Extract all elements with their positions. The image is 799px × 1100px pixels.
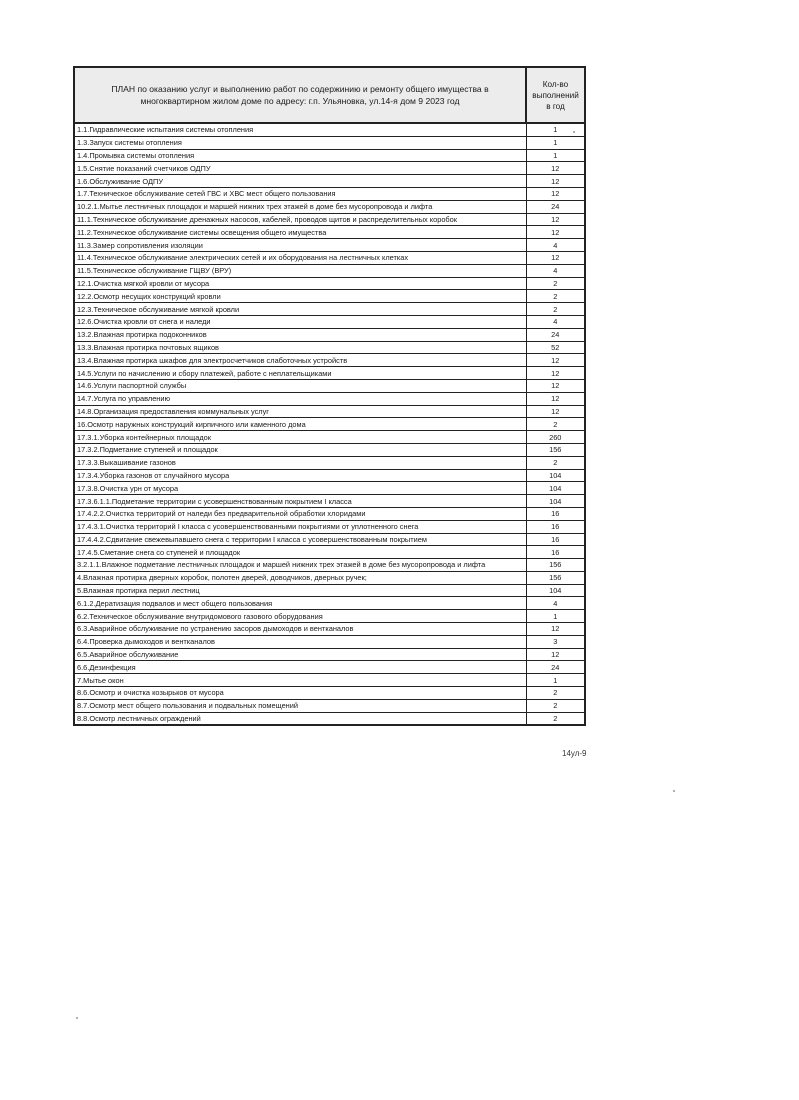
service-name-cell: 17.4.5.Сметание снега со ступеней и площадок (74, 546, 526, 559)
quantity-cell: 1 (526, 610, 585, 623)
table-row (74, 495, 585, 508)
table-row (74, 149, 585, 162)
service-name-cell: 6.2.Техническое обслуживание внутридомового газового оборудования (74, 610, 526, 623)
table-row (74, 303, 585, 316)
table-row (74, 379, 585, 392)
table-row (74, 226, 585, 239)
table-row (74, 251, 585, 264)
service-plan-table (73, 66, 586, 726)
service-name-cell: 13.2.Влажная протирка подоконников (74, 328, 526, 341)
table-row (74, 610, 585, 623)
quantity-cell: 156 (526, 443, 585, 456)
service-name-cell: 17.3.1.Уборка контейнерных площадок (74, 431, 526, 444)
scan-speck (573, 131, 575, 133)
plan-title: ПЛАН по оказанию услуг и выполнению работ по содержинию и ремонту общего имущества в многоквартирном жилом доме по адресу: г.п. Ульяновка, ул.14-я дом 9 2023 год (74, 67, 526, 123)
table-row (74, 187, 585, 200)
service-name-cell: 17.3.4.Уборка газонов от случайного мусора (74, 469, 526, 482)
service-name-cell: 6.4.Проверка дымоходов и вентканалов (74, 635, 526, 648)
table-row (74, 277, 585, 290)
table-row (74, 559, 585, 572)
quantity-cell: 12 (526, 162, 585, 175)
service-name-cell: 14.8.Организация предоставления коммунальных услуг (74, 405, 526, 418)
service-name-cell: 14.5.Услуги по начислению и сбору платежей, работе с неплательщиками (74, 367, 526, 380)
table-row (74, 687, 585, 700)
quantity-cell: 12 (526, 251, 585, 264)
table-row (74, 431, 585, 444)
service-name-cell: 10.2.1.Мытье лестничных площадок и маршей нижних трех этажей в доме без мусоропровода и лифта (74, 200, 526, 213)
quantity-cell: 4 (526, 239, 585, 252)
document-code: 14ул-9 (562, 749, 587, 758)
service-name-cell: 1.7.Техническое обслуживание сетей ГВС и ХВС мест общего пользования (74, 187, 526, 200)
table-row (74, 341, 585, 354)
table-row (74, 699, 585, 712)
service-name-cell: 17.4.4.2.Сдвигание свежевыпавшего снега с территории I класса с усовершенствованным покрытием (74, 533, 526, 546)
scan-speck (673, 790, 675, 792)
quantity-cell: 2 (526, 699, 585, 712)
service-name-cell: 7.Мытье окон (74, 674, 526, 687)
table-row (74, 661, 585, 674)
service-name-cell: 1.4.Промывка системы отопления (74, 149, 526, 162)
table-row (74, 507, 585, 520)
quantity-cell: 2 (526, 290, 585, 303)
quantity-cell: 16 (526, 533, 585, 546)
table-row (74, 546, 585, 559)
service-name-cell: 1.1.Гидравлические испытания системы отопления (74, 123, 526, 136)
service-name-cell: 12.2.Осмотр несущих конструкций кровли (74, 290, 526, 303)
service-name-cell: 12.6.Очистка кровли от снега и наледи (74, 315, 526, 328)
service-name-cell: 8.6.Осмотр и очистка козырьков от мусора (74, 687, 526, 700)
service-name-cell: 12.1.Очистка мягкой кровли от мусора (74, 277, 526, 290)
table-row (74, 290, 585, 303)
quantity-cell: 16 (526, 507, 585, 520)
table-row (74, 635, 585, 648)
quantity-cell: 12 (526, 226, 585, 239)
service-name-cell: 17.3.2.Подметание ступеней и площадок (74, 443, 526, 456)
service-name-cell: 11.5.Техническое обслуживание ГЩВУ (ВРУ) (74, 264, 526, 277)
service-name-cell: 17.3.3.Выкашивание газонов (74, 456, 526, 469)
service-name-cell: 13.3.Влажная протирка почтовых ящиков (74, 341, 526, 354)
table-row (74, 213, 585, 226)
quantity-cell: 16 (526, 520, 585, 533)
table-row (74, 469, 585, 482)
table-row (74, 123, 585, 136)
quantity-cell: 12 (526, 175, 585, 188)
table-row (74, 405, 585, 418)
table-row (74, 136, 585, 149)
quantity-cell: 1 (526, 149, 585, 162)
service-name-cell: 11.2.Техническое обслуживание системы освещения общего имущества (74, 226, 526, 239)
service-plan-sheet (73, 66, 584, 726)
service-name-cell: 1.3.Запуск системы отопления (74, 136, 526, 149)
service-name-cell: 3.2.1.1.Влажное подметание лестничных площадок и маршей нижних трех этажей в доме без мусоропровода и лифта (74, 559, 526, 572)
quantity-cell: 2 (526, 456, 585, 469)
service-name-cell: 11.3.Замер сопротивления изоляции (74, 239, 526, 252)
quantity-cell: 4 (526, 264, 585, 277)
quantity-cell: 12 (526, 354, 585, 367)
table-row (74, 264, 585, 277)
quantity-cell: 2 (526, 418, 585, 431)
table-row (74, 328, 585, 341)
table-row (74, 456, 585, 469)
table-row (74, 418, 585, 431)
quantity-cell: 260 (526, 431, 585, 444)
table-body (74, 123, 585, 725)
quantity-cell: 4 (526, 315, 585, 328)
table-row (74, 162, 585, 175)
quantity-cell: 1 (526, 674, 585, 687)
service-name-cell: 17.4.2.2.Очистка территорий от наледи без предварительной обработки хлоридами (74, 507, 526, 520)
table-row (74, 200, 585, 213)
table-row (74, 623, 585, 636)
table-row (74, 315, 585, 328)
table-row (74, 597, 585, 610)
quantity-cell: 2 (526, 277, 585, 290)
quantity-cell: 1 (526, 123, 585, 136)
service-name-cell: 17.3.6.1.1.Подметание территории с усовершенствованным покрытием I класса (74, 495, 526, 508)
quantity-cell: 12 (526, 405, 585, 418)
quantity-cell: 156 (526, 571, 585, 584)
service-name-cell: 11.4.Техническое обслуживание электрических сетей и их оборудования на лестничных клетках (74, 251, 526, 264)
scan-speck (76, 1017, 78, 1019)
quantity-cell: 12 (526, 367, 585, 380)
service-name-cell: 17.3.8.Очистка урн от мусора (74, 482, 526, 495)
service-name-cell: 1.5.Снятие показаний счетчиков ОДПУ (74, 162, 526, 175)
table-row (74, 354, 585, 367)
service-name-cell: 14.7.Услуга по управлению (74, 392, 526, 405)
quantity-cell: 2 (526, 712, 585, 725)
quantity-cell: 2 (526, 303, 585, 316)
quantity-cell: 24 (526, 661, 585, 674)
service-name-cell: 6.3.Аварийное обслуживание по устранению засоров дымоходов и вентканалов (74, 623, 526, 636)
table-row (74, 239, 585, 252)
quantity-cell: 1 (526, 136, 585, 149)
service-name-cell: 8.7.Осмотр мест общего пользования и подвальных помещений (74, 699, 526, 712)
service-name-cell: 12.3.Техническое обслуживание мягкой кровли (74, 303, 526, 316)
table-row (74, 367, 585, 380)
quantity-cell: 12 (526, 187, 585, 200)
table-row (74, 648, 585, 661)
quantity-cell: 12 (526, 392, 585, 405)
table-row (74, 533, 585, 546)
table-row (74, 674, 585, 687)
table-row (74, 482, 585, 495)
table-row (74, 175, 585, 188)
quantity-cell: 16 (526, 546, 585, 559)
table-row (74, 392, 585, 405)
table-row (74, 571, 585, 584)
service-name-cell: 5.Влажная протирка перил лестниц (74, 584, 526, 597)
quantity-cell: 24 (526, 328, 585, 341)
quantity-cell: 2 (526, 687, 585, 700)
service-name-cell: 6.1.2.Дератизация подвалов и мест общего пользования (74, 597, 526, 610)
quantity-cell: 156 (526, 559, 585, 572)
quantity-column-header: Кол-во выполнений в год (526, 67, 585, 123)
table-row (74, 443, 585, 456)
quantity-cell: 104 (526, 584, 585, 597)
quantity-cell: 12 (526, 379, 585, 392)
quantity-cell: 104 (526, 482, 585, 495)
quantity-cell: 24 (526, 200, 585, 213)
service-name-cell: 14.6.Услуги паспортной службы (74, 379, 526, 392)
table-row (74, 584, 585, 597)
service-name-cell: 4.Влажная протирка дверных коробок, полотен дверей, доводчиков, дверных ручек; (74, 571, 526, 584)
service-name-cell: 13.4.Влажная протирка шкафов для электросчетчиков слаботочных устройств (74, 354, 526, 367)
quantity-cell: 52 (526, 341, 585, 354)
quantity-cell: 12 (526, 648, 585, 661)
quantity-cell: 104 (526, 495, 585, 508)
service-name-cell: 17.4.3.1.Очистка территорий I класса с усовершенствованными покрытиями от уплотненного снега (74, 520, 526, 533)
quantity-cell: 12 (526, 213, 585, 226)
quantity-cell: 12 (526, 623, 585, 636)
service-name-cell: 6.5.Аварийное обслуживание (74, 648, 526, 661)
quantity-cell: 4 (526, 597, 585, 610)
table-header-row (74, 67, 585, 123)
service-name-cell: 11.1.Техническое обслуживание дренажных насосов, кабелей, проводов щитов и распределительных коробок (74, 213, 526, 226)
service-name-cell: 8.8.Осмотр лестничных ограждений (74, 712, 526, 725)
table-row (74, 520, 585, 533)
quantity-cell: 104 (526, 469, 585, 482)
service-name-cell: 1.6.Обслуживание ОДПУ (74, 175, 526, 188)
service-name-cell: 6.6.Дезинфекция (74, 661, 526, 674)
service-name-cell: 16.Осмотр наружных конструкций кирпичного или каменного дома (74, 418, 526, 431)
quantity-cell: 3 (526, 635, 585, 648)
table-row (74, 712, 585, 725)
